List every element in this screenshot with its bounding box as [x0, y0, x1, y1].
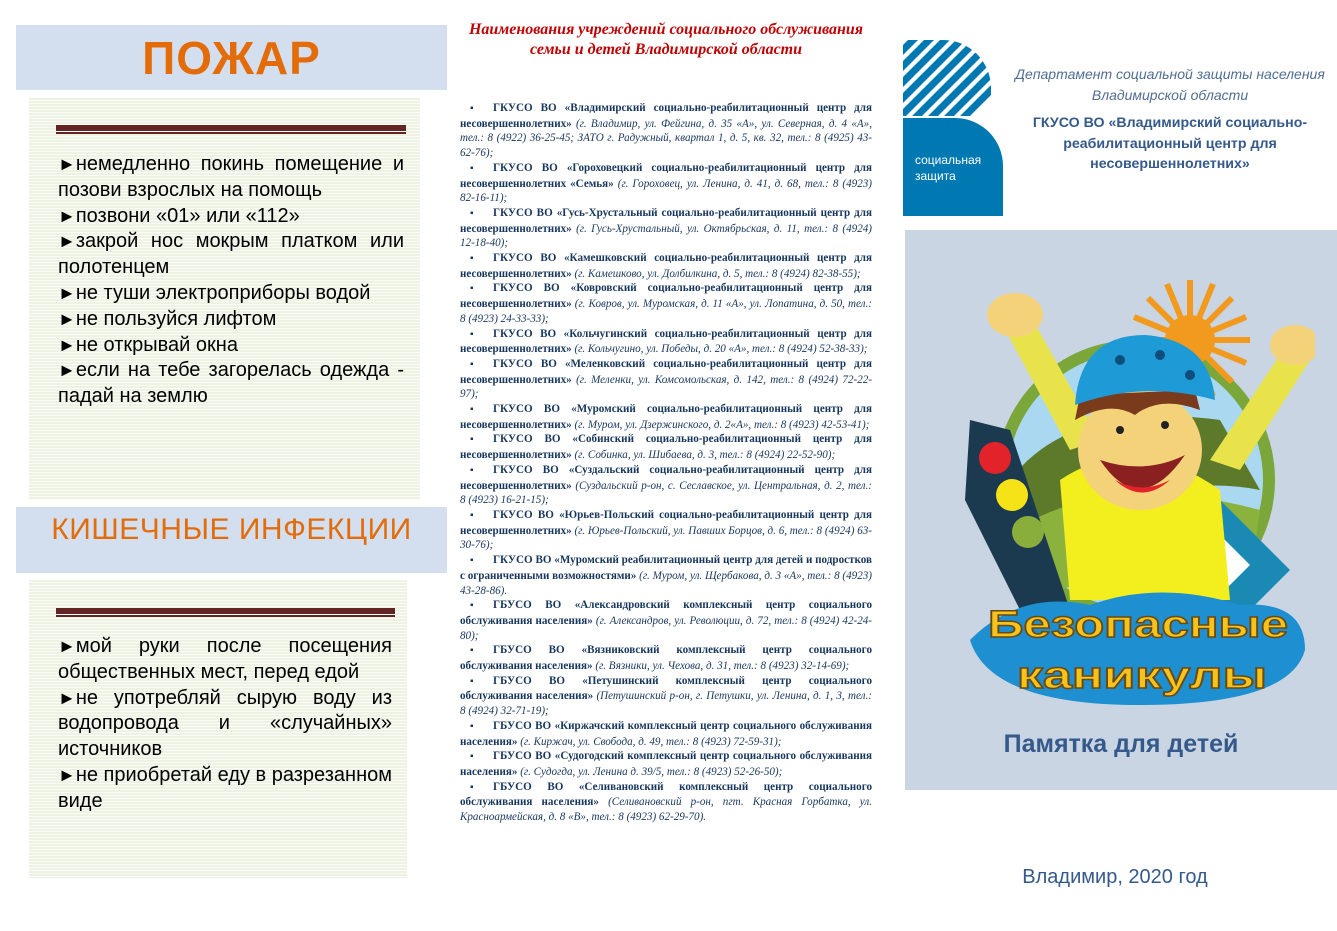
institution-item [460, 674, 872, 719]
tip-item [58, 281, 404, 307]
institution-item [460, 357, 872, 402]
institution-address: (г. Меленки, ул. Комсомольская, д. 142, тел.: 8 (4924) 72-22-97); [460, 373, 872, 401]
tip-text: мой руки после посещения общественных мест, перед едой [58, 635, 392, 683]
city-year: Владимир, 2020 год [1022, 866, 1208, 888]
infections-tips-list [58, 634, 392, 815]
institution-item [460, 780, 872, 825]
institution-address: (г. Владимир, ул. Фейгина, д. 35 «А», ул. Северная, д. 4 «А», тел.: 8 (4922) 36-25-45; ЗАТО г. Радужный, квартал 1, д. 5, кв. 32, тел.: 8 (4925) 43-62-76); [460, 117, 872, 160]
cover-panel [905, 230, 1337, 790]
institution-name: ГКУСО ВО «Гороховецкий социально-реабилитационный центр для несовершеннолетних «Семья» [460, 161, 872, 190]
institution-item [460, 281, 872, 326]
institution-address: (г. Ковров, ул. Муромская, д. 11 «А», ул. Лопатина, д. 50, тел.: 8 (4923) 24-33-33); [460, 298, 872, 325]
institution-address: (г. Юрьев-Польский, ул. Павших Борцов, д. 6, тел.: 8 (4924) 63-30-76); [460, 524, 872, 552]
tip-item [58, 763, 392, 815]
social-protection-logo [903, 40, 1010, 216]
institution-address: (г. Муром, ул. Щербакова, д. 3 «А», тел.: 8 (4923) 43-28-86). [460, 569, 872, 597]
tip-text: закрой нос мокрым платком или полотенцем [58, 230, 404, 279]
tip-item [58, 152, 404, 204]
tip-item [58, 229, 404, 281]
bullet-icon [470, 508, 493, 524]
institutions-title: Наименования учреждений социального обслуживания семьи и детей Владимирской области [468, 21, 864, 58]
fire-tips-panel [29, 98, 420, 500]
bullet-icon [470, 327, 493, 343]
tip-item [58, 307, 404, 333]
infections-section-title: КИШЕЧНЫЕ ИНФЕКЦИИ [16, 507, 447, 573]
tip-text: не пользуйся лифтом [75, 307, 277, 330]
institution-item [460, 251, 872, 281]
fire-tips-list [58, 152, 404, 410]
institution-address: (г. Собинка, ул. Шибаева, д. 3, тел.: 8 (4924) 22-52-90); [574, 449, 836, 462]
tip-text: если на тебе загорелась одежда - падай на землю [58, 359, 404, 408]
logo-text: социальная защита [915, 153, 982, 183]
institution-name: ГКУСО ВО «Владимирский социально-реабилитационный центр для несовершеннолетних» [460, 102, 872, 130]
institution-item [460, 161, 872, 206]
institution-name: ГБУСО ВО «Вязниковский комплексный центр социального обслуживания населения» [460, 644, 872, 673]
tip-text: не приобретай еду в разрезанном виде [58, 763, 392, 812]
institution-name: ГКУСО ВО «Муромский социально-реабилитационный центр для несовершеннолетних» [460, 403, 872, 431]
bullet-icon [470, 780, 493, 796]
bullet-icon [470, 674, 493, 690]
infections-tips-panel [29, 580, 407, 878]
institution-address: (Селивановский р-он, пгт. Красная Горбатка, ул. Красноармейская, д. 8 «В», тел.: 8 (4923) 62-29-70). [460, 796, 873, 824]
institution-item [460, 327, 872, 357]
institution-address: (г. Муром, ул. Дзержинского, д. 2«А», тел.: 8 (4923) 42-53-41); [574, 418, 870, 431]
institution-address: (г. Судогда, ул. Ленина д. 39/5, тел.: 8 (4923) 52-26-50); [520, 765, 783, 778]
institution-name: ГКУСО ВО «Муромский реабилитационный центр для детей и подростков с ограниченными возможностями» [460, 554, 872, 582]
bullet-icon [470, 402, 493, 418]
illustration-title-line1: Безопасные [988, 604, 1288, 646]
institution-name: ГКУСО ВО «Гусь-Хрустальный социально-реабилитационный центр для несовершеннолетних» [460, 206, 872, 235]
illustration-graphic [960, 280, 1315, 710]
institution-item [460, 206, 872, 251]
institution-name: ГБУСО ВО «Александровский комплексный центр социального обслуживания населения» [460, 599, 872, 627]
institution-name: ГБУСО ВО «Киржачский комплексный центр социального обслуживания населения» [460, 719, 872, 748]
institution-item [460, 402, 872, 432]
institution-item [460, 553, 872, 598]
institution-item [460, 719, 872, 749]
bullet-icon [470, 251, 493, 267]
bullet-icon [470, 553, 493, 569]
institution-item [460, 643, 872, 673]
tip-text: немедленно покинь помещение и позови взрослых на помощь [58, 153, 404, 201]
institution-address: (Петушинский р-он, г. Петушки, ул. Ленина, д. 1, 3, тел.: 8 (4924) 32-71-19); [460, 690, 872, 718]
tip-item [58, 686, 392, 763]
institution-item [460, 749, 872, 779]
bullet-icon [470, 719, 493, 735]
bullet-icon [470, 432, 493, 448]
bullet-icon [470, 101, 493, 117]
center-name: ГКУСО ВО «Владимирский социально-реабилитационный центр для несовершеннолетних» [1032, 115, 1308, 172]
tip-item [58, 333, 404, 359]
institution-item [460, 598, 872, 643]
divider [56, 125, 406, 132]
institution-address: (г. Киржач, ул. Свобода, д. 49, тел.: 8 (4923) 72-59-31); [520, 735, 782, 748]
bullet-icon [470, 749, 493, 765]
institution-address: (Суздальский р-он, с. Сеславское, ул. Центральная, д. 2, тел.: 8 (4923) 16-21-15); [460, 479, 872, 507]
bullet-icon [470, 281, 493, 297]
institution-address: (г. Александров, ул. Революции, д. 72, тел.: 8 (4924) 42-24-80); [460, 614, 872, 642]
tip-text: не открывай окна [75, 333, 238, 356]
tip-text: не туши электроприборы водой [75, 281, 371, 304]
institution-address: (г. Гусь-Хрустальный, ул. Октябрьская, д. 11, тел.: 8 (4924) 12-18-40); [460, 222, 872, 250]
institution-name: ГКУСО ВО «Кольчугинский социально-реабилитационный центр для несовершеннолетних» [460, 327, 872, 356]
institution-item [460, 432, 872, 462]
bullet-icon [470, 598, 493, 614]
institution-name: ГКУСО ВО «Ковровский социально-реабилитационный центр для несовершеннолетних» [460, 282, 872, 311]
institution-item [460, 101, 872, 161]
department-name: Департамент социальной защиты населения Владимирской области [1015, 66, 1325, 103]
bullet-icon [470, 161, 493, 177]
tip-item [58, 204, 404, 230]
bullet-icon [470, 463, 493, 479]
institution-name: ГБУСО ВО «Петушинский комплексный центр социального обслуживания населения» [460, 674, 872, 703]
tip-text: позвони «01» или «112» [75, 204, 300, 227]
tip-text: не употребляй сырую воду из водопровода и «случайных» источников [58, 686, 392, 761]
fire-section-title: ПОЖАР [16, 25, 447, 90]
institution-address: (г. Камешково, ул. Долбилкина, д. 5, тел.: 8 (4924) 82-38-55); [574, 267, 861, 280]
institution-name: ГКУСО ВО «Суздальский социально-реабилитационный центр для несовершеннолетних» [460, 463, 872, 492]
institution-item [460, 463, 872, 508]
illustration-title-line2: каникулы [1017, 655, 1267, 697]
safe-holidays-illustration [960, 280, 1315, 710]
divider [56, 608, 395, 615]
bullet-icon [470, 206, 493, 222]
institution-name: ГКУСО ВО «Камешковский социально-реабилитационный центр для несовершеннолетних» [460, 252, 872, 280]
tip-item [58, 634, 392, 686]
tip-item [58, 358, 404, 410]
institution-name: ГКУСО ВО «Меленковский социально-реабилитационный центр для несовершеннолетних» [460, 357, 872, 386]
institution-address: (г. Кольчугино, ул. Победы, д. 20 «А», тел.: 8 (4924) 52-38-33); [574, 343, 868, 356]
memo-title: Памятка для детей [1003, 730, 1239, 758]
institution-name: ГКУСО ВО «Собинский социально-реабилитационный центр для несовершеннолетних» [460, 433, 872, 462]
institution-item [460, 508, 872, 553]
logo-graphic [903, 40, 1010, 216]
institution-address: (г. Гороховец, ул. Ленина, д. 41, д. 68, тел.: 8 (4923) 82-16-11); [460, 177, 873, 205]
institution-name: ГБУСО ВО «Селивановский комплексный центр социального обслуживания населения» [460, 780, 872, 809]
institutions-list [460, 101, 872, 825]
institution-name: ГКУСО ВО «Юрьев-Польский социально-реабилитационный центр для несовершеннолетних» [460, 508, 872, 537]
institution-address: (г. Вязники, ул. Чехова, д. 31, тел.: 8 (4923) 32-14-69); [595, 660, 850, 673]
bullet-icon [470, 643, 493, 659]
bullet-icon [470, 357, 493, 373]
institution-name: ГБУСО ВО «Судогодский комплексный центр социального обслуживания населения» [460, 750, 872, 778]
